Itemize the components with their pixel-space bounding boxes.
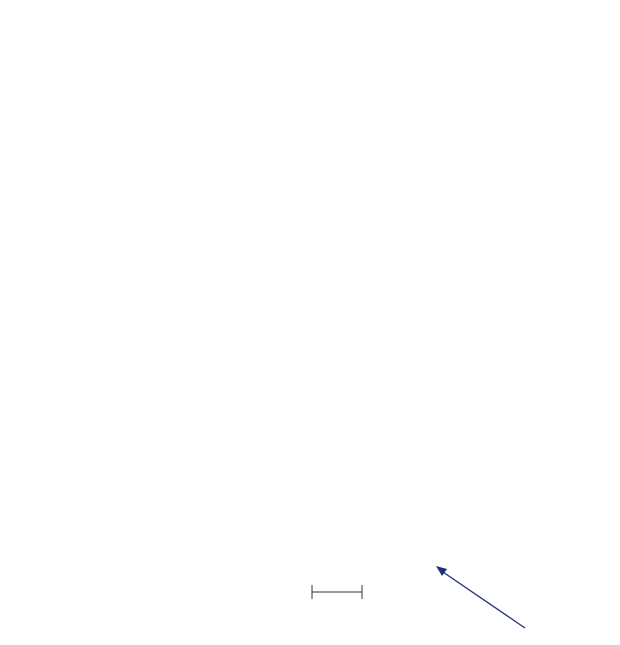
pointer-arrowhead	[436, 566, 447, 576]
pointer-arrow	[440, 570, 525, 628]
